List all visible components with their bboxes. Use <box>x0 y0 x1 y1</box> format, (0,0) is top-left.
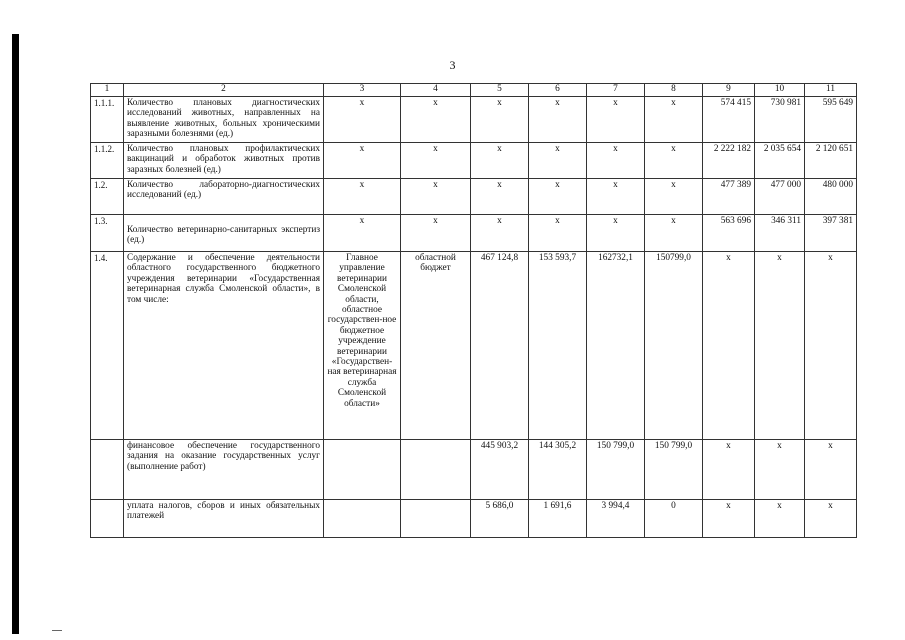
cell-year-1: 1 691,6 <box>529 500 587 538</box>
cell-indicator-3: 2 120 651 <box>805 143 857 179</box>
cell-year-3: 150799,0 <box>645 252 703 440</box>
cell-indicator-2: 346 311 <box>755 215 805 252</box>
cell-indicator-2: x <box>755 440 805 500</box>
header-cell-6: 6 <box>529 84 587 97</box>
table-row <box>91 97 857 143</box>
cell-year-1: x <box>529 143 587 179</box>
cell-executor: x <box>324 143 401 179</box>
header-cell-2: 2 <box>124 84 324 97</box>
cell-indicator-3: x <box>805 252 857 440</box>
cell-indicator-1: x <box>703 500 755 538</box>
header-cell-9: 9 <box>703 84 755 97</box>
table-row <box>91 440 857 500</box>
cell-indicator-2: 2 035 654 <box>755 143 805 179</box>
row-number: 1.1.2. <box>91 143 124 179</box>
row-number: 1.3. <box>91 215 124 252</box>
cell-year-3: x <box>645 215 703 252</box>
header-cell-10: 10 <box>755 84 805 97</box>
cell-total: x <box>471 179 529 215</box>
cell-indicator-3: x <box>805 500 857 538</box>
header-cell-4: 4 <box>401 84 471 97</box>
cell-indicator-1: x <box>703 440 755 500</box>
header-cell-8: 8 <box>645 84 703 97</box>
cell-year-2: 3 994,4 <box>587 500 645 538</box>
cell-executor <box>324 500 401 538</box>
header-row <box>91 84 857 97</box>
cell-year-2: x <box>587 215 645 252</box>
cell-year-1: 153 593,7 <box>529 252 587 440</box>
table-row <box>91 143 857 179</box>
cell-indicator-2: x <box>755 252 805 440</box>
cell-indicator-1: x <box>703 252 755 440</box>
cell-indicator-3: x <box>805 440 857 500</box>
row-number: 1.1.1. <box>91 97 124 143</box>
cell-indicator-1: 563 696 <box>703 215 755 252</box>
header-cell-5: 5 <box>471 84 529 97</box>
cell-year-2: x <box>587 97 645 143</box>
cell-source <box>401 500 471 538</box>
cell-total: x <box>471 143 529 179</box>
row-number <box>91 440 124 500</box>
row-description: Количество лабораторно-диагностических исследований (ед.) <box>124 179 324 215</box>
row-description: Количество ветеринарно-санитарных экспертиз (ед.) <box>124 215 324 252</box>
cell-year-3: x <box>645 97 703 143</box>
cell-year-3: 0 <box>645 500 703 538</box>
cell-total: 445 903,2 <box>471 440 529 500</box>
cell-indicator-1: 477 389 <box>703 179 755 215</box>
row-description: Количество плановых диагностических исследований животных, направленных на выявление животных, больных хроническими заразными болезнями (ед.) <box>124 97 324 143</box>
cell-year-1: x <box>529 215 587 252</box>
cell-indicator-3: 595 649 <box>805 97 857 143</box>
row-description: Количество плановых профилактических вакцинаций и обработок животных против заразных болезней (ед.) <box>124 143 324 179</box>
cell-year-3: 150 799,0 <box>645 440 703 500</box>
cell-source: x <box>401 97 471 143</box>
row-description: Содержание и обеспечение деятельности областного государственного бюджетного учреждения ветеринарии «Государственная ветеринарная служба Смоленской области», в том числе: <box>124 252 324 440</box>
cell-indicator-2: x <box>755 500 805 538</box>
cell-year-2: 162732,1 <box>587 252 645 440</box>
cell-total: x <box>471 215 529 252</box>
cell-executor <box>324 440 401 500</box>
cell-indicator-1: 574 415 <box>703 97 755 143</box>
cell-indicator-1: 2 222 182 <box>703 143 755 179</box>
cell-source: x <box>401 143 471 179</box>
table-row <box>91 500 857 538</box>
cell-indicator-3: 397 381 <box>805 215 857 252</box>
cell-year-1: x <box>529 97 587 143</box>
cell-year-2: x <box>587 143 645 179</box>
cell-source: областной бюджет <box>401 252 471 440</box>
cell-indicator-3: 480 000 <box>805 179 857 215</box>
cell-year-1: x <box>529 179 587 215</box>
cell-year-3: x <box>645 143 703 179</box>
budget-table <box>90 83 857 538</box>
header-cell-3: 3 <box>324 84 401 97</box>
cell-source <box>401 440 471 500</box>
cell-year-1: 144 305,2 <box>529 440 587 500</box>
scan-speck <box>52 630 62 631</box>
table-row <box>91 252 857 440</box>
cell-year-2: x <box>587 179 645 215</box>
cell-executor: x <box>324 215 401 252</box>
row-number <box>91 500 124 538</box>
row-number: 1.4. <box>91 252 124 440</box>
cell-indicator-2: 477 000 <box>755 179 805 215</box>
cell-year-3: x <box>645 179 703 215</box>
row-description: финансовое обеспечение государственного задания на оказание государственных услуг (выполнение работ) <box>124 440 324 500</box>
cell-source: x <box>401 179 471 215</box>
page-number: 3 <box>449 58 456 72</box>
cell-indicator-2: 730 981 <box>755 97 805 143</box>
header-cell-11: 11 <box>805 84 857 97</box>
cell-executor: x <box>324 179 401 215</box>
row-description: уплата налогов, сборов и иных обязательных платежей <box>124 500 324 538</box>
header-cell-7: 7 <box>587 84 645 97</box>
cell-executor: Главное управление ветеринарии Смоленской области, областное государствен-ное бюджетное учреждение ветеринарии «Государствен-ная ветеринарная служба Смоленской области» <box>324 252 401 440</box>
table-row <box>91 179 857 215</box>
scan-edge-mark <box>12 34 19 634</box>
cell-executor: x <box>324 97 401 143</box>
row-number: 1.2. <box>91 179 124 215</box>
cell-source: x <box>401 215 471 252</box>
header-cell-1: 1 <box>91 84 124 97</box>
cell-total: 467 124,8 <box>471 252 529 440</box>
table-row <box>91 215 857 252</box>
cell-year-2: 150 799,0 <box>587 440 645 500</box>
cell-total: 5 686,0 <box>471 500 529 538</box>
cell-total: x <box>471 97 529 143</box>
